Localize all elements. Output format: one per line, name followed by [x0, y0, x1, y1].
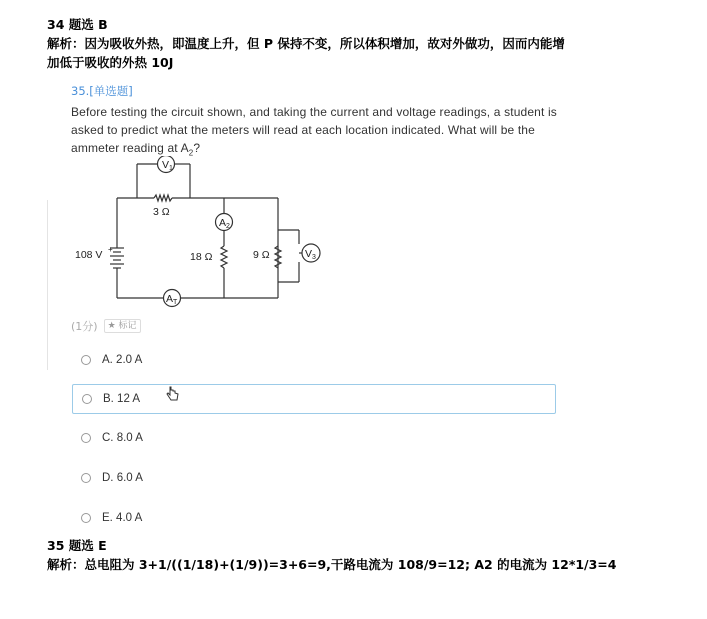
radio-c[interactable]: [81, 433, 91, 443]
radio-a[interactable]: [81, 355, 91, 365]
hand-cursor-icon: [166, 386, 180, 402]
v3-label: V3: [305, 248, 316, 261]
option-c-label: C. 8.0 A: [102, 432, 143, 444]
v1-label: V1: [162, 159, 173, 172]
q34-header: 34 题选 B: [47, 17, 108, 32]
option-d-label: D. 6.0 A: [102, 472, 143, 484]
option-a-label: A. 2.0 A: [102, 354, 143, 366]
question-text-end: ?: [193, 141, 201, 155]
r1-label: 3 Ω: [153, 206, 170, 218]
radio-e[interactable]: [81, 513, 91, 523]
option-b[interactable]: [72, 384, 556, 414]
question-text-sub: 2: [188, 148, 194, 158]
score-label: (1分): [71, 320, 98, 333]
question-tag: 35.[单选题]: [71, 84, 133, 98]
circuit-diagram: [68, 156, 328, 314]
q35-analysis: 解析：总电阻为 3+1/((1/18)+(1/9))=3+6=9,干路电流为 108/9=12; A2 的电流为 12*1/3=4: [47, 557, 617, 572]
mark-button[interactable]: ★ 标记: [104, 319, 141, 333]
q34-analysis-line1: 解析：因为吸收外热，即温度上升，但 P 保持不变，所以体积增加，故对外做功，因而内能增: [47, 36, 565, 51]
score-row: [71, 318, 141, 334]
q35-header: 35 题选 E: [47, 538, 107, 553]
option-e[interactable]: [72, 503, 556, 533]
r3-label: 9 Ω: [253, 249, 270, 261]
at-label: AT: [166, 293, 178, 306]
a2-label: A2: [219, 217, 230, 230]
option-d[interactable]: [72, 463, 556, 493]
option-a[interactable]: [72, 345, 556, 375]
source-label: 108 V: [75, 249, 103, 261]
q34-analysis-line2: 加低于吸收的外热 10J: [47, 55, 174, 70]
option-b-label: B. 12 A: [103, 393, 141, 405]
plus-sign: +: [108, 245, 113, 254]
r2-label: 18 Ω: [190, 251, 213, 263]
radio-b[interactable]: [82, 394, 92, 404]
question-text: [71, 103, 571, 162]
left-edge-mark: [47, 200, 48, 370]
option-c[interactable]: [72, 423, 556, 453]
radio-d[interactable]: [81, 473, 91, 483]
question-text-main: Before testing the circuit shown, and taking the current and voltage readings, a student is asked to predict what the meters will read at each location indicated. What will be the ammeter reading at A: [71, 105, 557, 155]
option-e-label: E. 4.0 A: [102, 512, 143, 524]
